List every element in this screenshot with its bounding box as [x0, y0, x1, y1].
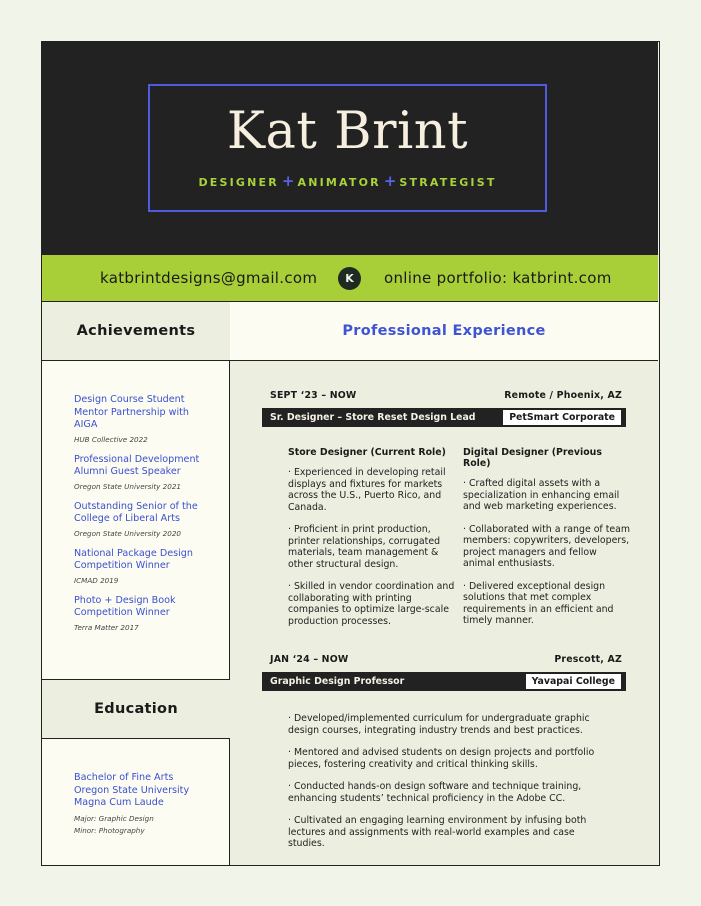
job-title-bar	[262, 672, 626, 691]
bullet-item: · Developed/implemented curriculum for undergraduate graphic design courses, integrating industry trends and best practices.	[288, 713, 590, 736]
achievement-title: National Package Design Competition Winner	[74, 547, 193, 571]
plus-separator-icon: +	[281, 172, 295, 190]
achievement-source: Oregon State University 2020	[74, 528, 181, 538]
achievement-source: ICMAD 2019	[74, 575, 119, 585]
achievement-source: Oregon State University 2021	[74, 481, 181, 491]
job-dates: JAN ‘24 – NOW	[270, 654, 349, 665]
honor: Magna Cum Laude	[74, 797, 164, 808]
achievement-title: Design Course Student Mentor Partnership with AIGA	[74, 394, 189, 430]
job-location: Prescott, AZ	[554, 654, 622, 665]
major: Major: Graphic Design	[74, 813, 154, 823]
job-bullets	[262, 713, 602, 850]
bullet-item: · Mentored and advised students on design projects and portfolio pieces, fostering creativity and critical thinking skills.	[288, 747, 595, 770]
tagline-role-3: STRATEGIST	[399, 176, 497, 189]
education-heading: Education	[42, 680, 230, 739]
main-column	[230, 302, 658, 865]
tagline-role-1: DESIGNER	[198, 176, 279, 189]
name-box	[148, 84, 547, 212]
achievement-item	[74, 501, 224, 539]
bullet-item: · Cultivated an engaging learning environment by infusing both lectures and assignments with real-world examples and case studies.	[288, 815, 587, 849]
achievement-title: Photo + Design Book Competition Winner	[74, 594, 176, 618]
achievement-title: Professional Development Alumni Guest Speaker	[74, 453, 200, 477]
achievement-item	[74, 595, 224, 633]
tagline	[150, 172, 545, 190]
portfolio-link[interactable]: online portfolio: katbrint.com	[384, 269, 612, 287]
role-heading: Store Designer (Current Role)	[288, 447, 446, 458]
job-meta	[262, 390, 626, 404]
sidebar-column	[42, 302, 230, 865]
bullet-item: · Crafted digital assets with a specialization in enhancing email and web marketing experiences.	[463, 478, 620, 512]
bullet-item: · Experienced in developing retail displays and fixtures for markets across the U.S., Puerto Rico, and Canada.	[288, 467, 446, 513]
school: Oregon State University	[74, 784, 190, 796]
job-role: Graphic Design Professor	[270, 676, 405, 687]
job-title-bar	[262, 408, 626, 427]
email-link[interactable]: katbrintdesigns@gmail.com	[100, 269, 318, 287]
achievements-list	[74, 394, 224, 642]
job-roles	[262, 447, 631, 627]
tagline-role-2: ANIMATOR	[297, 176, 381, 189]
job-entry	[262, 654, 626, 861]
bullet-item: · Delivered exceptional design solutions that met complex requirements in an efficient and timely manner.	[463, 580, 614, 626]
job-role: Sr. Designer – Store Reset Design Lead	[270, 412, 476, 423]
achievement-item	[74, 454, 224, 492]
bullet-item: · Skilled in vendor coordination and collaborating with printing companies to optimize large-scale production processes.	[288, 581, 455, 627]
education-entry	[74, 772, 224, 836]
job-company-badge: PetSmart Corporate	[502, 409, 622, 426]
achievements-heading: Achievements	[42, 302, 230, 361]
k-logo-icon: K	[338, 267, 361, 290]
role-column	[288, 447, 456, 638]
job-entry	[262, 390, 631, 627]
job-meta	[262, 654, 626, 668]
job-company-badge: Yavapai College	[525, 673, 622, 690]
achievement-source: Terra Matter 2017	[74, 622, 139, 632]
achievement-item	[74, 394, 224, 445]
header-banner	[42, 42, 658, 254]
job-location: Remote / Phoenix, AZ	[504, 390, 622, 401]
plus-separator-icon: +	[383, 172, 397, 190]
achievement-title: Outstanding Senior of the College of Liberal Arts	[74, 500, 198, 524]
bullet-item: · Collaborated with a range of team members: copywriters, developers, project managers and fellow animal enthusiasts.	[463, 523, 631, 569]
achievement-item	[74, 548, 224, 586]
experience-heading: Professional Experience	[230, 302, 658, 361]
bullet-item: · Proficient in print production, printer relationships, corrugated materials, team management & other structural design.	[288, 524, 441, 570]
achievement-source: HUB Collective 2022	[74, 434, 148, 444]
resume-page	[41, 41, 660, 866]
degree: Bachelor of Fine Arts	[74, 772, 174, 783]
contact-bar	[42, 254, 658, 302]
job-dates: SEPT ‘23 – NOW	[270, 390, 357, 401]
role-column	[463, 447, 631, 638]
role-heading: Digital Designer (Previous Role)	[463, 447, 602, 469]
minor: Minor: Photography	[74, 825, 145, 835]
name-title: Kat Brint	[226, 102, 469, 161]
bullet-item: · Conducted hands-on design software and technique training, enhancing students’ technical proficiency in the Adobe CC.	[288, 781, 582, 804]
